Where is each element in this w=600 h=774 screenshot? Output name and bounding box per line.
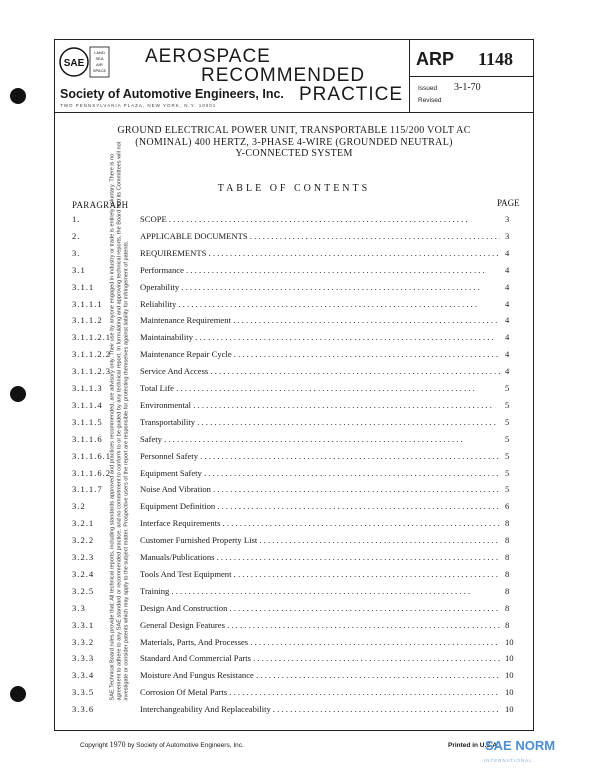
printed-in: Printed in U.S.A. [448,742,499,749]
toc-row-page: 4 [505,349,510,360]
toc-row-title: SCOPE . . . [140,214,500,226]
toc-row-page: 4 [505,281,510,292]
toc-row-number: 3.1.1.3 [72,383,103,393]
toc-row-page: 5 [505,450,510,461]
toc-row-title: Safety . . . [140,434,500,446]
toc-row-page: 8 [505,552,510,562]
toc-row-title: Corrosion Of Metal Parts . . . [140,687,500,699]
logo-line-space: SPACE [92,68,107,73]
toc-row-number: 3.1.1.1 [72,298,103,309]
document-id-top [410,40,534,77]
toc-row [55,468,533,484]
toc-row-title: APPLICABLE DOCUMENTS . . . [140,231,500,243]
toc-row [55,501,533,517]
logo-line-air: AIR [96,62,103,67]
toc-row-number: 3.1.1 [72,281,95,292]
toc-row-number: 3.1 [72,264,86,275]
toc-row-title: Equipment Safety . . . [140,468,500,480]
sae-logo-icon [59,44,111,84]
toc-row-title: Transportability . . . [140,417,500,429]
toc-row-page: 4 [505,332,510,343]
copyright-notice [80,740,244,749]
toc-row [55,535,533,551]
toc-row [55,349,533,365]
title-practice: PRACTICE [299,84,404,105]
title-aerospace: AEROSPACE [145,46,271,67]
disclaimer-side-note: SAE Technical Board rules provide that: All technical reports, including standards approved and practices recommended, are advisory only. Their use by anyone engaged in industry or trade is entirely voluntary. There is no agreement to adhere to any SAE standard or recommended practice, and no commitment to conform to or be guided by any technical report. In formulating and approving technical reports, the Board and its Committees will not investigate or consider patents which may apply to the subject matter. Prospective users of the report are responsible for protecting themselves against liability for infringement of patents. [109,141,130,701]
toc-row [55,518,533,534]
toc-row-title: Maintenance Repair Cycle . . . [140,349,500,361]
toc-row-page: 5 [505,399,510,410]
toc-row-title: Customer Furnished Property List . . . [140,535,500,547]
revised-label: Revised [418,97,442,104]
toc-page-header: PAGE [497,198,520,208]
toc-row [55,670,533,686]
toc-row [55,552,533,568]
toc-row-page: 3 [505,214,510,224]
society-address: TWO PENNSYLVANIA PLAZA, NEW YORK, N.Y. 10001 [60,103,217,108]
toc-row-number: 3.1.1.5 [72,416,103,427]
toc-paragraph-header: PARAGRAPH [72,200,129,210]
toc-row-page: 5 [505,484,510,495]
toc-row-title: Noise And Vibration . . . [140,484,500,496]
copyright-suffix: by Society of Automotive Engineers, Inc. [127,742,244,749]
toc-row-title: Environmental . . . [140,400,500,412]
toc-row-page: 5 [505,416,510,427]
toc-row-page: 8 [505,518,510,529]
toc-row-number: 2. [72,230,81,241]
toc-row-title: Standard And Commercial Parts . . . [140,653,500,665]
document-title [55,125,533,160]
doc-number: 1148 [478,49,514,69]
document-id-box [409,40,534,112]
toc-row-number: 3.2.4 [72,568,95,579]
toc-row-page: 4 [505,247,510,258]
toc-row-page: 3 [505,230,510,241]
toc-row [55,383,533,399]
toc-row [55,653,533,669]
toc-row-page: 4 [505,264,510,275]
toc-row-title: Equipment Definition . . . [140,501,500,513]
toc-row-page: 8 [505,568,510,579]
toc-row-number: 3.2.1 [72,518,95,529]
toc-row-title: Interface Requirements . . . [140,518,500,530]
toc-row-page: 10 [505,704,514,715]
toc-row [55,704,533,720]
logo-line-sea: SEA [95,56,104,61]
toc-row-title: REQUIREMENTS . . . [140,248,500,260]
toc-row-number: 3. [72,247,81,258]
toc-row-title: Design And Construction . . . [140,603,500,615]
toc-row-page: 4 [505,315,510,326]
toc-row-title: Reliability . . . [140,299,500,311]
toc-row-number: 3.1.1.2.3 [72,366,112,377]
toc-row-page: 8 [505,535,510,546]
doc-type: ARP [416,49,455,69]
watermark-sub: INTERNATIONAL [484,758,533,763]
toc-row-page: 8 [505,602,510,613]
toc-row-page: 8 [505,619,510,630]
toc-row-number: 3.3.6 [72,704,95,715]
toc-row-number: 3.3.3 [72,653,95,664]
toc-row-number: 3.2.2 [72,535,95,546]
toc-row-title: Service And Access . . . [140,366,500,378]
toc-row [55,214,533,230]
toc-row-page: 10 [505,687,514,698]
toc-row-title: Performance . . . [140,265,500,277]
toc-row-number: 3.1.1.6 [72,433,103,444]
toc-row-number: 3.2.3 [72,552,95,562]
toc-row-title: Moisture And Fungus Resistance . . . [140,670,500,682]
toc-row-number: 3.3 [72,602,86,613]
toc-row-page: 4 [505,298,510,309]
toc-row [55,586,533,602]
toc-row-page: 10 [505,653,514,664]
toc-row [55,484,533,500]
toc-row [55,332,533,348]
toc-row [55,299,533,315]
toc-row-title: Operability . . . [140,282,500,294]
toc-row [55,400,533,416]
toc-row [55,687,533,703]
toc-row-number: 3.1.1.2.1 [72,332,112,343]
toc-row-title: Materials, Parts, And Processes . . . [140,637,500,649]
toc-row [55,282,533,298]
punch-hole-top [10,88,26,104]
toc-row-title: Manuals/Publications . . . [140,552,500,564]
toc-row-number: 3.1.1.6.2 [72,467,112,478]
logo-line-land: LAND [94,50,105,55]
issued-label: Issued [418,85,438,92]
toc-row-number: 3.3.2 [72,636,95,647]
toc-row-number: 3.1.1.7 [72,484,103,495]
toc-row-number: 3.3.4 [72,670,95,681]
toc-row [55,417,533,433]
toc-row [55,637,533,653]
toc-row [55,265,533,281]
toc-row [55,231,533,247]
toc-row-title: Total Life . . . [140,383,500,395]
toc-row-number: 3.1.1.4 [72,399,103,410]
logo-letters: SAE [63,58,85,69]
toc-row [55,315,533,331]
toc-row-page: 10 [505,670,514,681]
document-title-line-3: Y-CONNECTED SYSTEM [235,148,353,159]
toc-row-title: Training . . . [140,586,500,598]
toc-row [55,434,533,450]
issued-date: 3-1-70 [454,82,481,93]
toc-row [55,451,533,467]
toc-row-number: 3.2 [72,501,86,512]
toc-row [55,569,533,585]
document-header [55,40,533,113]
toc-row [55,603,533,619]
copyright-year: 1970 [109,740,126,749]
copyright-prefix: Copyright [80,742,108,749]
toc-row-title: Interchangeability And Replaceability . . . [140,704,500,716]
toc-row-number: 3.3.5 [72,687,95,698]
document-title-line-2: (NOMINAL) 400 HERTZ, 3-PHASE 4-WIRE (GROUNDED NEUTRAL) [135,136,453,148]
title-recommended: RECOMMENDED [201,65,366,86]
watermark-brand: SAE NORM [485,738,556,753]
toc-row-page: 5 [505,467,510,478]
toc-row-page: 10 [505,636,514,647]
toc-row-number: 3.1.1.2 [72,315,103,326]
toc-row-number: 3.1.1.6.1 [72,450,112,461]
document-frame [54,39,534,731]
toc-row-title: Maintenance Requirement . . . [140,315,500,327]
society-name: Society of Automotive Engineers, Inc. [60,87,284,101]
toc-row-title: Tools And Test Equipment . . . [140,569,500,581]
toc-row-number: 3.1.1.2.2 [72,349,112,360]
toc-row-page: 4 [505,366,510,377]
toc-title: TABLE OF CONTENTS [217,183,371,194]
toc-row-title: Maintainability . . . [140,332,500,344]
toc-row-page: 5 [505,383,510,393]
toc-row-number: 3.2.5 [72,585,95,596]
toc-row-title: General Design Features . . . [140,620,500,632]
toc-row-page: 6 [505,501,510,512]
toc-row-title: Personnel Safety . . . [140,451,500,463]
punch-hole-middle [10,386,26,402]
punch-hole-bottom [10,686,26,702]
toc-row [55,620,533,636]
toc-row [55,248,533,264]
toc-row-page: 5 [505,433,510,444]
toc-row [55,366,533,382]
document-title-line-1: GROUND ELECTRICAL POWER UNIT, TRANSPORTABLE 115/200 VOLT AC [117,125,471,136]
toc-row-page: 8 [505,585,510,596]
toc-row-number: 3.3.1 [72,619,95,630]
toc-row-number: 1. [72,214,81,224]
